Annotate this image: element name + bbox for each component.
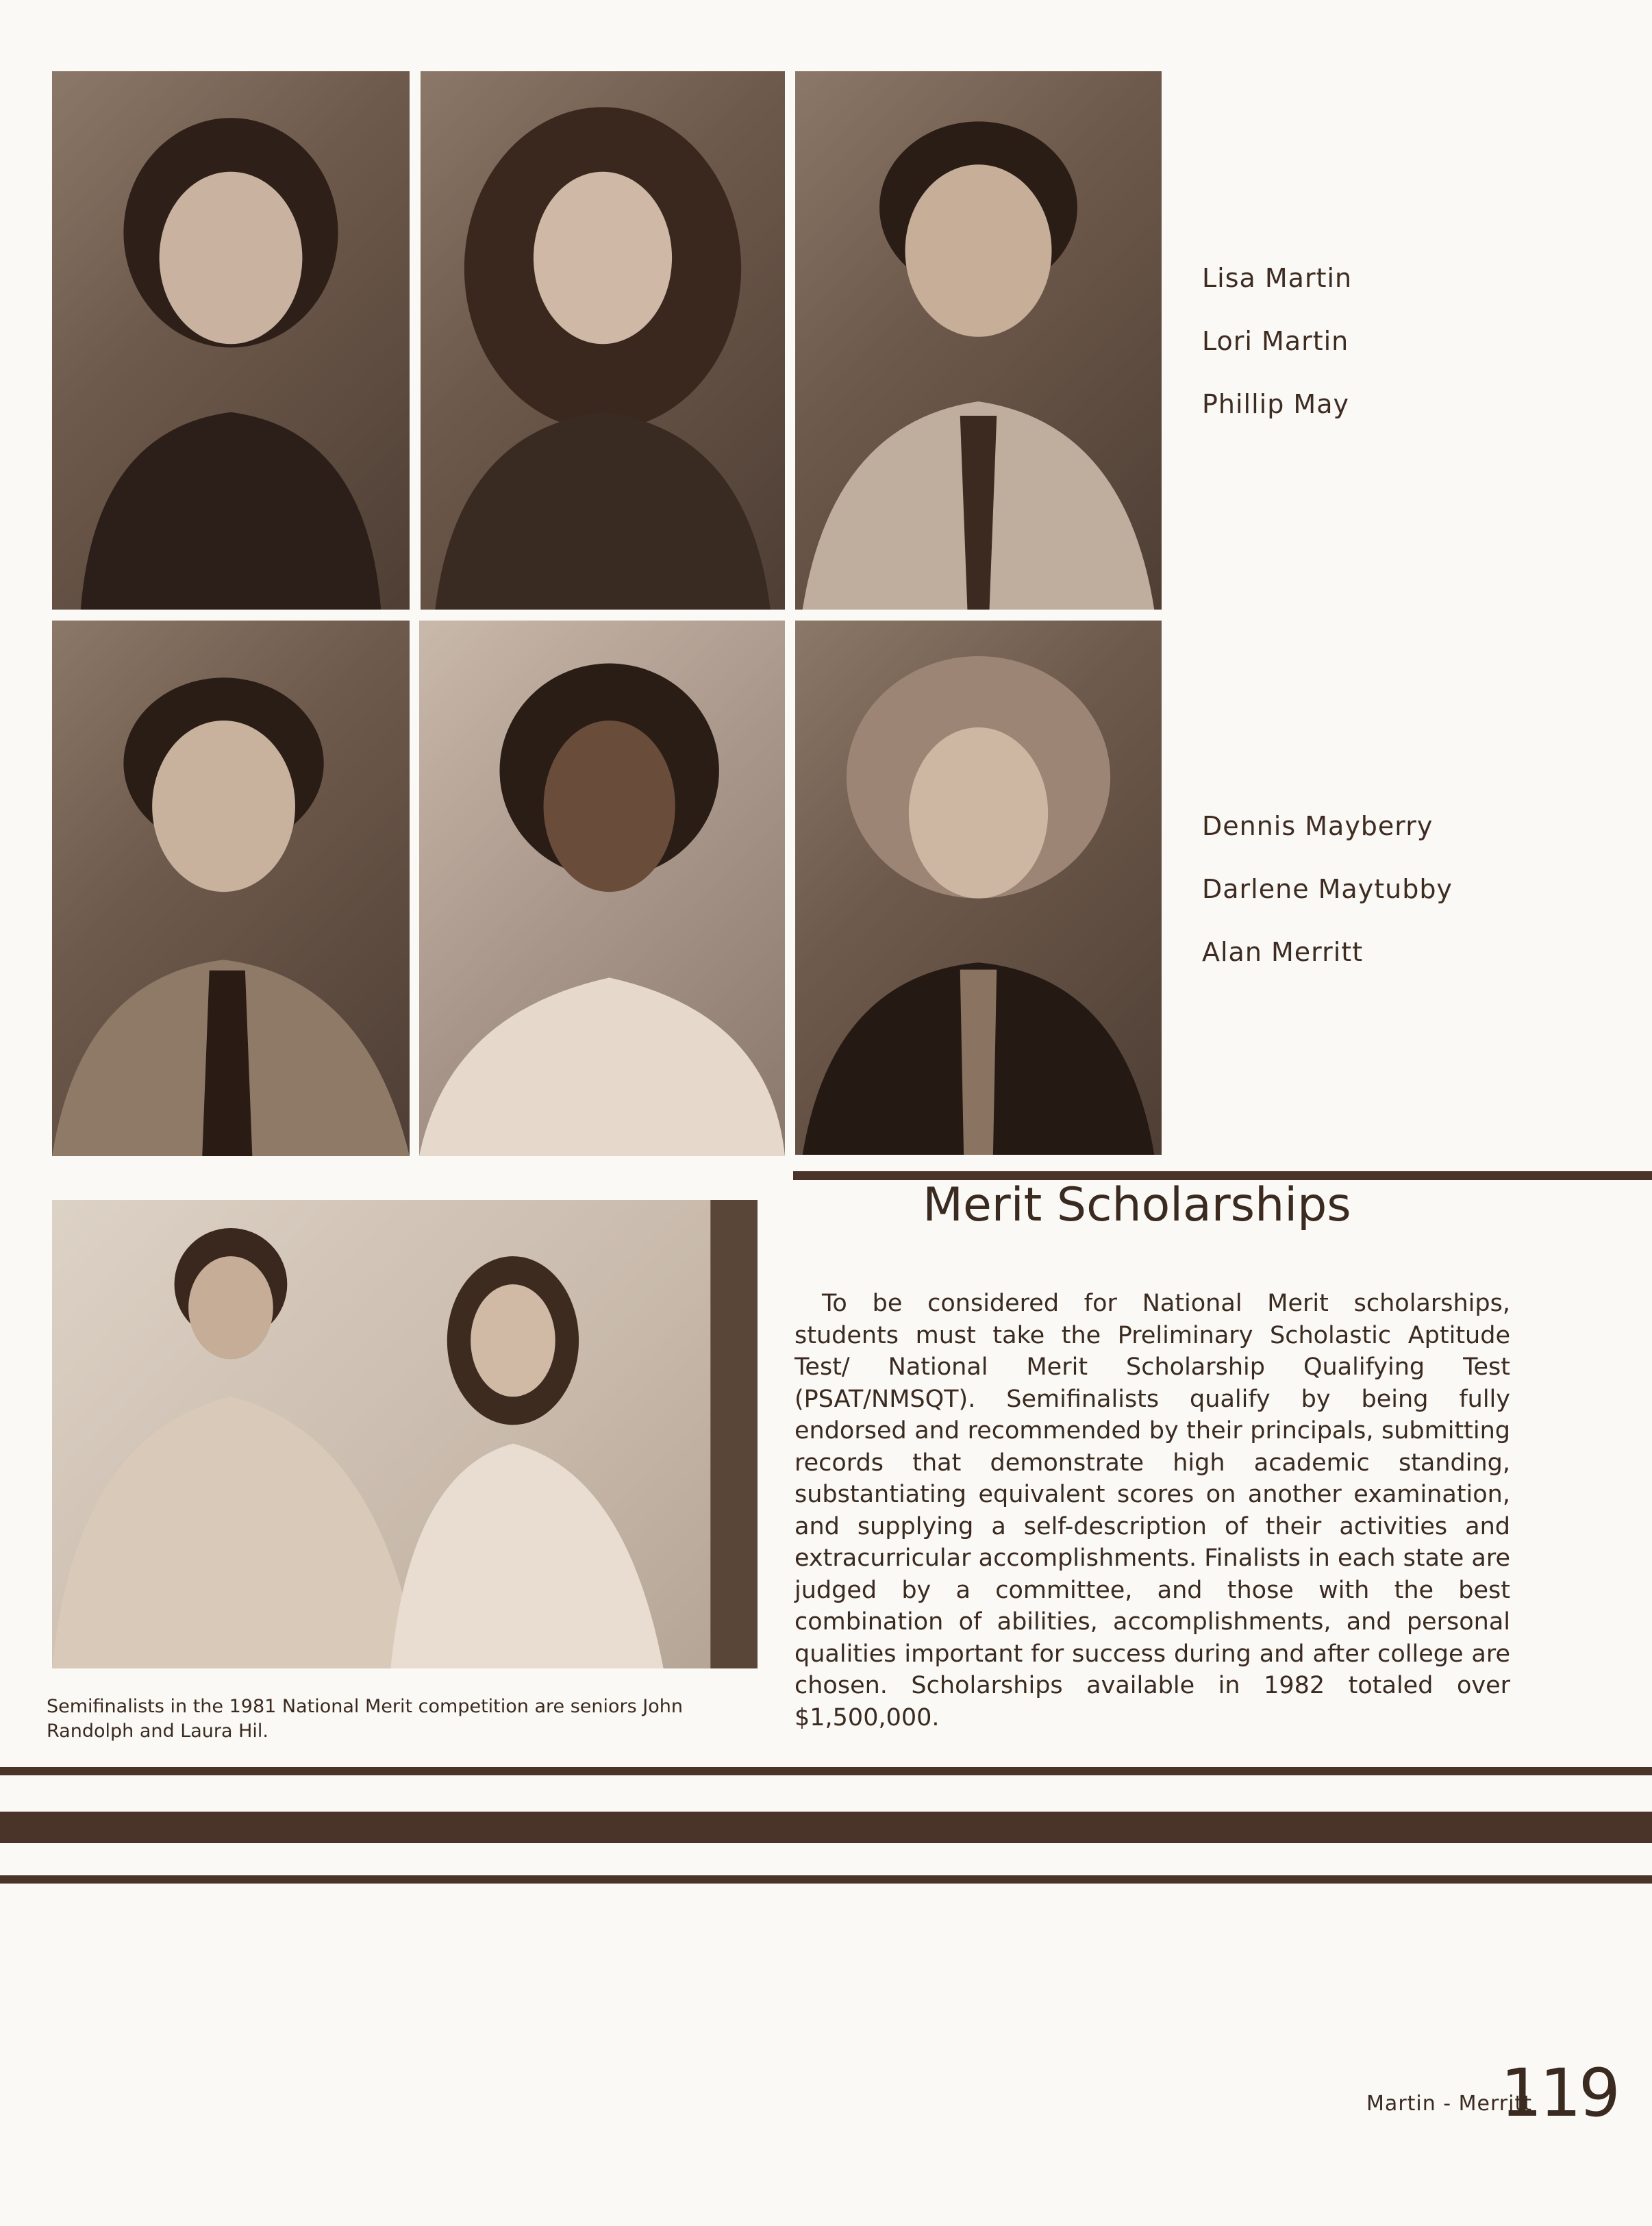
group-photo-semifinalists (52, 1200, 758, 1668)
portrait-photo-darlene-maytubby (419, 621, 785, 1156)
name-darlene-maytubby: Darlene Maytubby (1202, 874, 1453, 904)
portrait-photo-phillip-may (795, 71, 1162, 610)
row1-name-list (1202, 247, 1352, 436)
footer-label: Martin - Merritt (1366, 2092, 1532, 2116)
bottom-rule-thin-top (0, 1767, 1652, 1775)
portrait-photo-lisa-martin (52, 71, 410, 610)
name-phillip-may: Phillip May (1202, 389, 1349, 419)
row2-name-list (1202, 795, 1453, 984)
name-lisa-martin: Lisa Martin (1202, 263, 1353, 293)
bottom-rule-thick (0, 1812, 1652, 1843)
portrait-photo-dennis-mayberry (52, 621, 410, 1156)
name-dennis-mayberry: Dennis Mayberry (1202, 811, 1434, 841)
group-photo-caption: Semifinalists in the 1981 National Merit competition are seniors John Randolph and Laura Hil. (47, 1696, 683, 1742)
article-heading: Merit Scholarships (923, 1178, 1351, 1232)
name-lori-martin: Lori Martin (1202, 326, 1349, 356)
page-number: 119 (1500, 2055, 1618, 2131)
bottom-rule-thin-bottom (0, 1875, 1652, 1884)
name-alan-merritt: Alan Merritt (1202, 937, 1364, 967)
portrait-photo-lori-martin (421, 71, 785, 610)
portrait-photo-alan-merritt (795, 621, 1162, 1155)
article-body: To be considered for National Merit scholarships, students must take the Preliminary Scholastic Aptitude Test/ National Merit Scholarship Qualifying Test (PSAT/NMSQT). Semifinalists qualify by being fully endorsed and recommended by their principals, submitting records that demonstrate high academic standing, substantiating equivalent scores on another examination, and supplying a self-description of their activities and extracurricular accomplishments. Finalists in each state are judged by a committee, and those with the best combination of abilities, accomplishments, and personal qualities important for success during and after college are chosen. Scholarships available in 1982 totaled over $1,500,000. (794, 1290, 1510, 1731)
